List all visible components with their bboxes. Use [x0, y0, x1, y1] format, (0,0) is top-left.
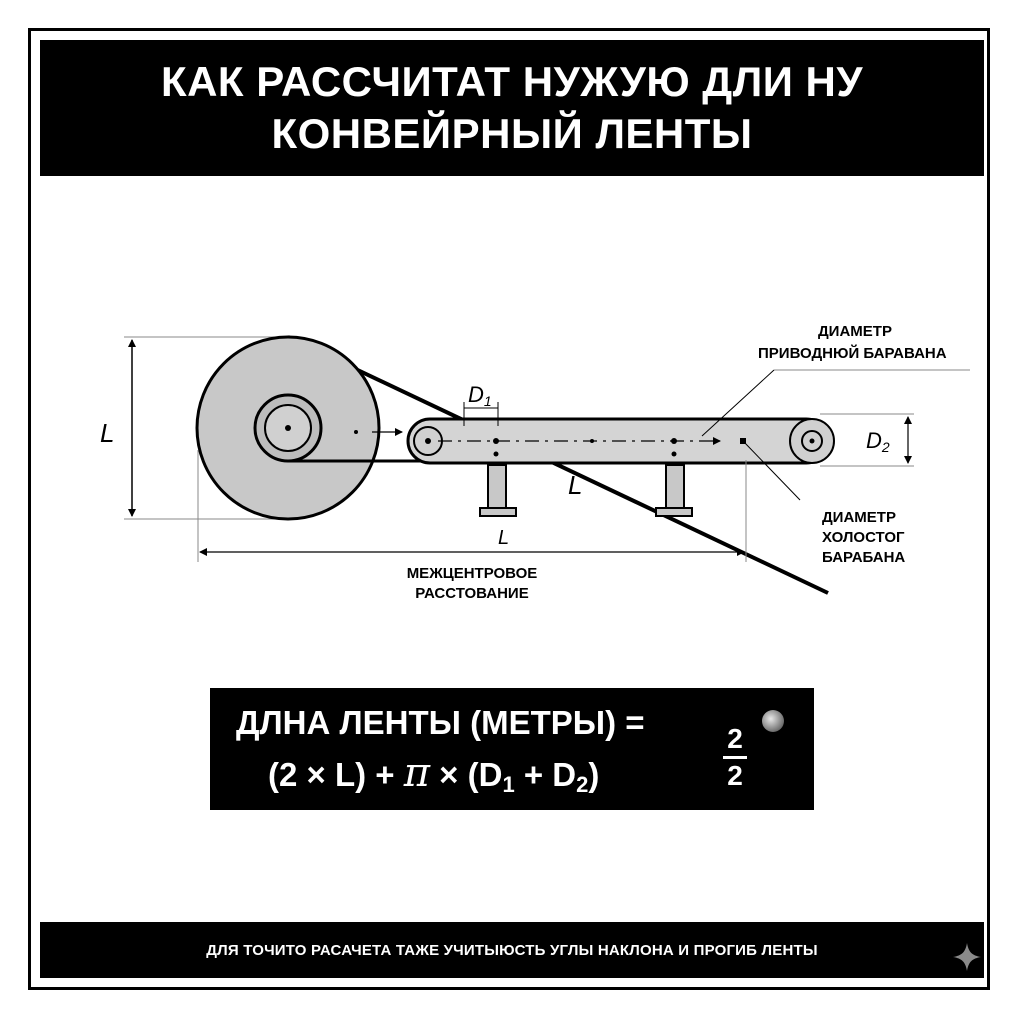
title-line-1: КАК РАССЧИТАТ НУЖУЮ ДЛИ НУ: [160, 58, 864, 105]
height-dim-label: L: [100, 418, 115, 448]
leg-right-post: [666, 465, 684, 511]
conveyor-diagram: [40, 180, 984, 680]
fraction-bar: [723, 756, 747, 759]
formula-part-c: + D: [514, 756, 577, 793]
formula-part-a: (2 × L) +: [268, 756, 404, 793]
fraction-numerator: 2: [727, 723, 743, 754]
leg-left-foot: [480, 508, 516, 516]
footer-bar: [40, 922, 984, 978]
title-bar: [40, 40, 984, 176]
dot-icon: [762, 710, 784, 732]
idle-pulley-label-2: ХОЛОСТОГ: [822, 529, 905, 546]
d1-label: D1: [468, 382, 492, 409]
leg-right-foot: [656, 508, 692, 516]
formula-line-1: ДЛНА ЛЕНТЫ (МЕТРЫ) =: [236, 704, 645, 741]
frame-point-5: [672, 452, 677, 457]
idle-pulley-label-3: БАРАБАНА: [822, 549, 906, 566]
frame-point-1: [493, 438, 499, 444]
tail-pulley-center: [425, 438, 431, 444]
formula-sub-2: 2: [576, 772, 589, 797]
drive-pulley-label-2: ПРИВОДНЮЙ БАРАВАНА: [758, 345, 947, 362]
formula-sub-1: 1: [502, 772, 515, 797]
frame-point-4: [671, 438, 677, 444]
idle-pulley-label-1: ДИАМЕТР: [822, 509, 896, 526]
frame-point-3: [590, 439, 594, 443]
formula-box: [210, 688, 814, 810]
frame-point-2: [494, 452, 499, 457]
head-pulley-center: [810, 439, 815, 444]
formula-part-b: × (D: [430, 756, 503, 793]
drive-pulley-label-1: ДИАМЕТР: [818, 323, 892, 340]
center-length-label: L: [568, 470, 583, 500]
formula-line-2: [268, 750, 599, 796]
center-distance-label-1: МЕЖЦЕНТРОВОЕ: [406, 565, 538, 582]
pi-symbol: π: [403, 750, 431, 796]
center-distance-label-2: РАССТОВАНИЕ: [415, 585, 529, 602]
drive-roll-marker: [354, 430, 358, 434]
bottom-dim-label: L: [498, 527, 510, 549]
title-line-2: КОНВЕЙРНЫЙ ЛЕНТЫ: [271, 110, 753, 157]
footer-note: ДЛЯ ТОЧИТО РАСАЧЕТА ТАЖЕ УЧИТЫЮСТЬ УГЛЫ НАКЛОНА И ПРОГИБ ЛЕНТЫ: [206, 941, 818, 959]
formula-part-d: ): [588, 756, 600, 793]
fraction-denominator: 2: [727, 760, 743, 791]
drive-roll-center: [285, 425, 291, 431]
sparkle-icon: [952, 942, 982, 972]
formula-fraction: [720, 724, 750, 791]
d2-label: D2: [866, 428, 890, 455]
leg-left-post: [488, 465, 506, 511]
